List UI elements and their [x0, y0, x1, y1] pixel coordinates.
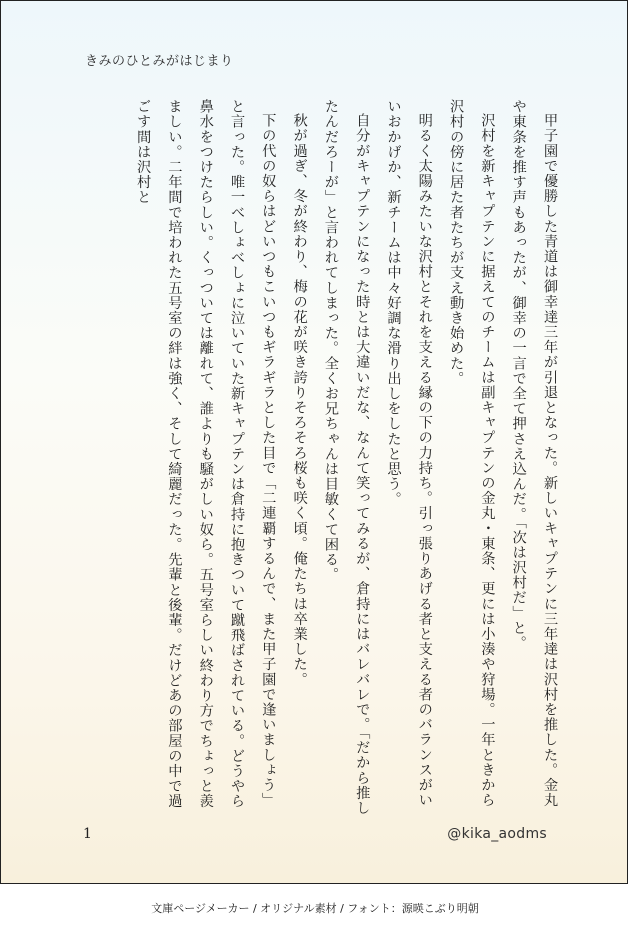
paragraph: 秋が過ぎ、冬が終わり、梅の花が咲き誇りそろそろ桜も咲く頃。俺たちは卒業した。: [291, 113, 308, 688]
template-credit: 文庫ページメーカー / オリジナル素材 / フォント：源暎こぶり明朝: [151, 902, 479, 915]
vertical-body-text: [127, 99, 565, 819]
paragraph: 甲子園で優勝した青道は御幸達三年が引退となった。新しいキャプテンに三年達は沢村を推した。金丸や東条を推す声もあったが、御幸の一言で全て押さえ込んだ。「次は沢村だ」と。: [510, 99, 558, 808]
page-number: 1: [83, 826, 92, 842]
author-handle: @kika_aodms: [447, 826, 547, 842]
paragraph: 下の代の奴らはどいつもこいつもギラギラとした目で「二連覇するんで、また甲子園で逢いましょう」と言った。唯一べしょべしょに泣いていた新キャプテンは倉持に抱きついて蹴飛ばされている。どうやら鼻水をつけたらしい。くっついては離れて、誰よりも騒がしい奴ら。五号室らしい終わり方でちょっと羨ましい。二年間で培われた五号室の絆は強く、そして綺麗だった。先輩と後輩。だけどあの部屋の中で過ごす間は沢村と: [135, 99, 277, 809]
book-title-header: きみのひとみがはじまり: [85, 54, 234, 69]
paragraph: 自分がキャプテンになった時とは大違いだな、なんて笑ってみるが、倉持にはバレバレで。「だから推したんだろーが」と言われてしまった。全くお兄ちゃんは目敏くて困る。: [322, 99, 371, 816]
paragraph: 沢村を新キャプテンに据えてのチームは副キャプテンの金丸・東条、更には小湊や狩場。一年ときから沢村の傍に居た者たちが支え動き始めた。: [448, 99, 496, 808]
paragraph: 明るく太陽みたいな沢村とそれを支える縁の下の力持ち。引っ張りあげる者と支える者のバランスがいいおかげか、新チームは中々好調な滑り出しをしたと思う。: [385, 99, 433, 808]
